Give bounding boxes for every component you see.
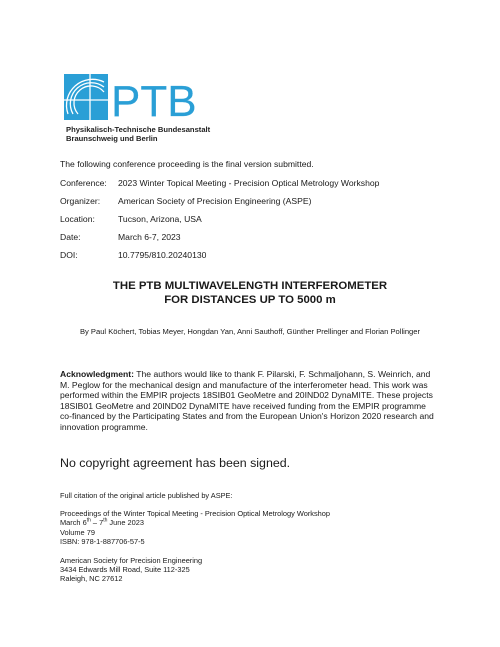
citation-proceedings: Proceedings of the Winter Topical Meeting - Precision Optical Metrology Workshop (60, 509, 331, 518)
citation-heading: Full citation of the original article published by ASPE: (60, 491, 233, 500)
meta-value: 2023 Winter Topical Meeting - Precision Optical Metrology Workshop (118, 178, 380, 188)
citation-isbn: ISBN: 978-1-887706-57-5 (60, 537, 145, 546)
date-start: March 6 (60, 518, 87, 527)
meta-value: March 6-7, 2023 (118, 232, 181, 242)
publisher-name: American Society for Precision Engineering (60, 556, 203, 565)
date-month-year: June 2023 (107, 518, 144, 527)
date-end: – 7 (90, 518, 104, 527)
meta-label: Organizer: (60, 196, 101, 206)
intro-statement: The following conference proceeding is the final version submitted. (60, 159, 314, 169)
publisher-street: 3434 Edwards Mill Road, Suite 112-325 (60, 565, 190, 574)
institute-location: Braunschweig und Berlin (66, 134, 158, 143)
author-list: By Paul Köchert, Tobias Meyer, Hongdan Yan, Anni Sauthoff, Günther Prellinger and Florian Pollinger (79, 327, 421, 336)
date-end-suffix: th (103, 517, 108, 524)
date-start-suffix: th (86, 517, 91, 524)
meta-value: American Society of Precision Engineering (ASPE) (118, 196, 312, 206)
paper-title-line2: FOR DISTANCES UP TO 5000 m (164, 294, 336, 306)
citation-date (60, 518, 144, 527)
meta-label: Date: (60, 232, 81, 242)
acknowledgment-label: Acknowledgment: (60, 369, 135, 379)
acknowledgment-text: The authors would like to thank F. Pilarski, F. Schmaljohann, S. Weinrich, and M. Peglow for the mechanical design and manufacture of the interferometer head. This work was performed within the EMPIR projects 18SIB01 GeoMetre and 20IND02 DynaMITE. These projects 18SIB01 GeoMetre and 20IND02 DynaMITE have received funding from the EMPIR programme co-financed by the Participating States and from the European Union's Horizon 2020 research and innovation programme. (60, 369, 434, 432)
institute-name: Physikalisch-Technische Bundesanstalt (66, 125, 211, 134)
ptb-logo (64, 74, 197, 126)
meta-value: 10.7795/810.20240130 (118, 250, 207, 260)
meta-value: Tucson, Arizona, USA (118, 214, 202, 224)
logo-wordmark: PTB (111, 77, 197, 126)
paper-title-line1: THE PTB MULTIWAVELENGTH INTERFEROMETER (112, 280, 388, 292)
meta-label: Location: (60, 214, 95, 224)
publisher-city: Raleigh, NC 27612 (60, 574, 123, 583)
citation-volume: Volume 79 (60, 528, 95, 537)
meta-label: Conference: (60, 178, 107, 188)
copyright-notice: No copyright agreement has been signed. (60, 456, 291, 470)
acknowledgment-paragraph (60, 369, 440, 433)
meta-label: DOI: (60, 250, 78, 260)
